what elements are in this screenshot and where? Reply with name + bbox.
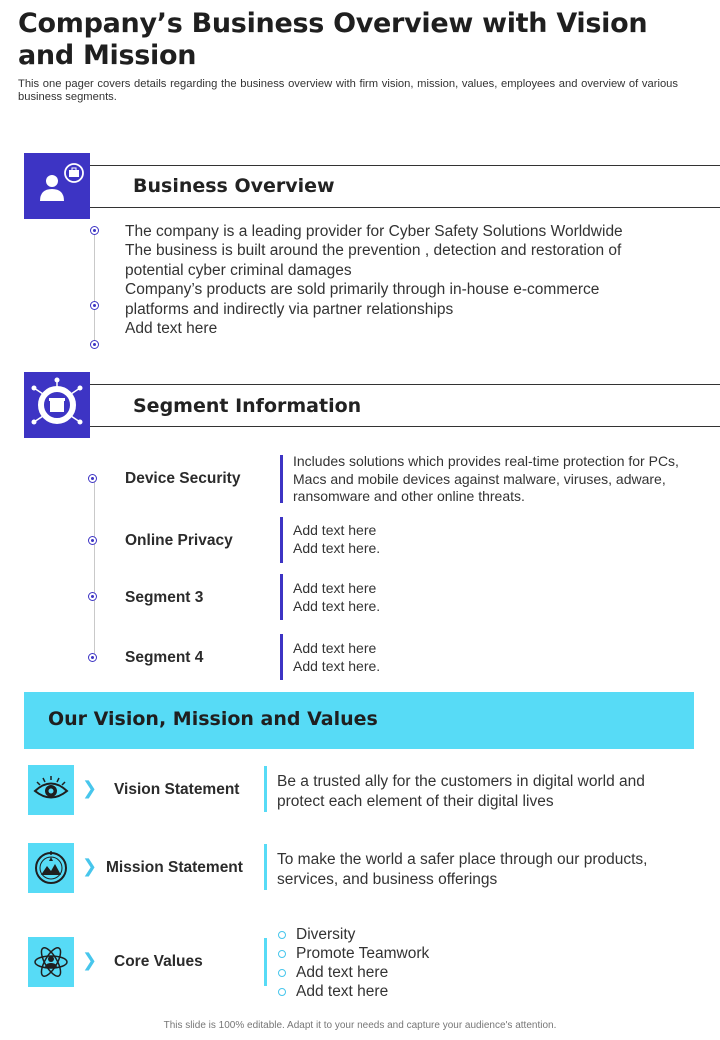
mission-bar	[264, 844, 267, 890]
text-line: potential cyber criminal damages	[125, 261, 352, 279]
core-value-text: Add text here	[296, 964, 389, 981]
timeline-line	[94, 230, 95, 345]
chevron-right-icon: ❯	[82, 778, 98, 798]
bullet-icon	[278, 931, 286, 939]
desc-line: ransomware and other online threats.	[293, 488, 525, 505]
page-title: Company’s Business Overview with Vision and Mission	[18, 8, 648, 71]
timeline-dot	[88, 536, 97, 545]
desc-line: Add text here.	[293, 539, 381, 556]
segment-label-segment-4: Segment 4	[125, 649, 204, 666]
business-overview-icon-box	[24, 153, 90, 219]
timeline-dot	[90, 340, 99, 349]
list-item	[278, 982, 698, 1001]
page-subtitle: This one pager covers details regarding the business overview with firm vision, mission, values, employees and overview of various business segments.	[18, 78, 678, 103]
timeline-dot	[88, 653, 97, 662]
footer-note: This slide is 100% editable. Adapt it to your needs and capture your audience's attention.	[163, 1020, 557, 1031]
core-values-list	[278, 925, 698, 1001]
timeline-dot	[88, 592, 97, 601]
desc-line: services, and business offerings	[277, 870, 498, 888]
vision-icon-box	[28, 765, 74, 815]
vision-bar	[264, 766, 267, 812]
timeline-dot	[90, 301, 99, 310]
core-value-text: Diversity	[296, 926, 356, 943]
timeline-dot	[88, 474, 97, 483]
segment-label-device-security: Device Security	[125, 470, 241, 487]
bullet-icon	[278, 969, 286, 977]
business-overview-text	[125, 222, 705, 338]
desc-line: Add text here.	[293, 597, 381, 614]
segment-info-icon-box	[24, 372, 90, 438]
segment-info-heading: Segment Information	[133, 395, 362, 417]
vision-banner-heading: Our Vision, Mission and Values	[48, 708, 378, 730]
desc-line: Macs and mobile devices against malware, viruses, adware,	[293, 470, 666, 487]
core-value-text: Promote Teamwork	[296, 945, 430, 962]
desc-line: To make the world a safer place through our products,	[277, 851, 648, 868]
desc-line: protect each element of their digital lives	[277, 792, 554, 810]
segment-desc	[293, 453, 713, 506]
atom-people-icon	[31, 942, 71, 982]
timeline-line	[94, 480, 95, 660]
divider	[90, 165, 720, 166]
divider	[90, 426, 720, 427]
desc-line: Add text here	[293, 522, 377, 538]
segment-bar	[280, 455, 283, 503]
vision-statement-label: Vision Statement	[114, 781, 240, 798]
eye-icon	[31, 770, 71, 810]
desc-line: Includes solutions which provides real-time protection for PCs,	[293, 453, 679, 469]
desc-line: Add text here	[293, 580, 377, 596]
divider	[90, 384, 720, 385]
text-line: Add text here	[125, 320, 218, 338]
segment-bar	[280, 634, 283, 680]
chevron-right-icon: ❯	[82, 856, 98, 876]
mission-statement-label: Mission Statement	[106, 859, 243, 876]
business-overview-heading: Business Overview	[133, 175, 335, 197]
bullet-icon	[278, 988, 286, 996]
segment-bar	[280, 574, 283, 620]
vision-statement-desc	[277, 772, 707, 811]
segment-label-online-privacy: Online Privacy	[125, 532, 233, 549]
list-item	[278, 944, 698, 963]
segment-desc	[293, 522, 713, 557]
desc-line: Add text here.	[293, 657, 381, 674]
text-line: platforms and indirectly via partner relationships	[125, 300, 454, 318]
compass-mountain-icon	[31, 848, 71, 888]
desc-line: Add text here	[293, 640, 377, 656]
businessman-briefcase-icon	[30, 161, 84, 211]
core-values-icon-box	[28, 937, 74, 987]
text-line: The business is built around the prevention , detection and restoration of	[125, 242, 622, 260]
mission-icon-box	[28, 843, 74, 893]
core-values-label: Core Values	[114, 953, 203, 970]
mission-statement-desc	[277, 850, 707, 889]
text-line: The company is a leading provider for Cyber Safety Solutions Worldwide	[125, 223, 623, 240]
core-values-bar	[264, 938, 267, 986]
text-line: Company’s products are sold primarily through in-house e-commerce	[125, 281, 600, 299]
segment-label-segment-3: Segment 3	[125, 589, 204, 606]
timeline-dot	[90, 226, 99, 235]
segment-desc	[293, 580, 713, 615]
bullet-icon	[278, 950, 286, 958]
segment-desc	[293, 640, 713, 675]
desc-line: Be a trusted ally for the customers in digital world and	[277, 773, 645, 790]
network-shop-icon	[28, 376, 86, 434]
divider	[90, 207, 720, 208]
segment-bar	[280, 517, 283, 563]
list-item	[278, 925, 698, 944]
list-item	[278, 963, 698, 982]
chevron-right-icon: ❯	[82, 950, 98, 970]
core-value-text: Add text here	[296, 983, 389, 1000]
